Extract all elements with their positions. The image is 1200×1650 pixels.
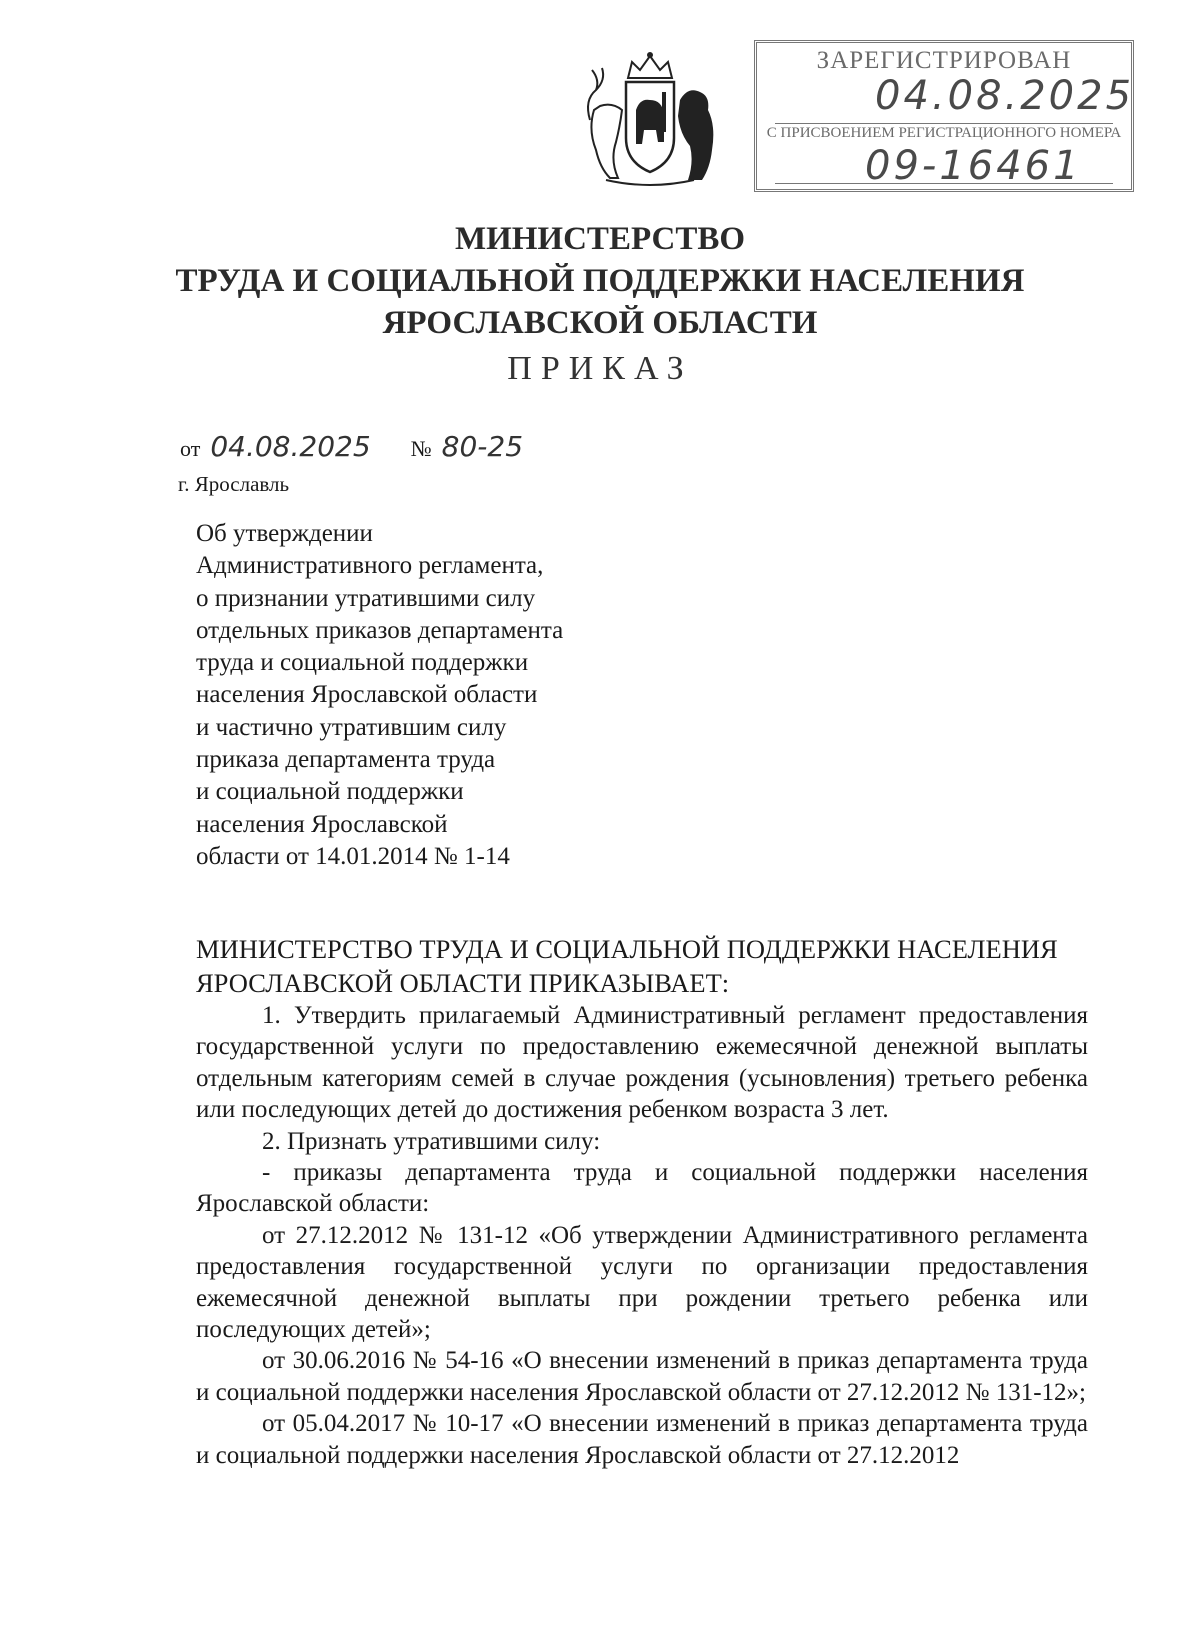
document-type: ПРИКАЗ bbox=[507, 350, 693, 387]
stamp-date: 04.08.2025 bbox=[875, 73, 1135, 119]
subject-line: и социальной поддержки bbox=[196, 778, 464, 806]
subject-line: о признании утратившими силу bbox=[196, 584, 536, 612]
ministry-line: МИНИСТЕРСТВО bbox=[454, 221, 746, 257]
stamp-reg-number: 09-16461 bbox=[865, 143, 1082, 189]
body-paragraph: 2. Признать утратившими силу: bbox=[262, 1127, 601, 1155]
subject-line: Административного регламента, bbox=[196, 552, 544, 580]
subject-line: и частично утратившим силу bbox=[196, 713, 507, 741]
body-paragraph: 1. Утвердить прилагаемый Административный регламент предоставления государственной услуги по предоставлению ежемесячной денежной выплаты отдельным категориям семей в случае рождения (усыновления) третьего ребенка или последующих детей до достижения ребенком возраста 3 лет. bbox=[196, 1002, 1088, 1124]
order-date: 04.08.2025 bbox=[210, 430, 371, 463]
subject-line: отдельных приказов департамента bbox=[196, 616, 564, 644]
ministry-line: ЯРОСЛАВСКОЙ ОБЛАСТИ bbox=[382, 305, 818, 341]
city: г. Ярославль bbox=[178, 472, 290, 496]
yaroslavl-coat-of-arms-icon bbox=[570, 50, 730, 190]
number-prefix: № bbox=[410, 436, 432, 461]
registration-stamp bbox=[754, 40, 1134, 192]
stamp-divider bbox=[775, 183, 1113, 184]
ministry-line: ТРУДА И СОЦИАЛЬНОЙ ПОДДЕРЖКИ НАСЕЛЕНИЯ bbox=[175, 263, 1025, 299]
body-paragraph: от 27.12.2012 № 131-12 «Об утверждении Административного регламента предоставления государственной услуги по организации предоставления ежемесячной денежной выплаты при рождении третьего ребенка или последующих детей»; bbox=[196, 1221, 1088, 1344]
subject-line: населения Ярославской bbox=[196, 810, 448, 838]
subject-line: труда и социальной поддержки bbox=[196, 649, 529, 677]
subject-line: Об утверждении bbox=[196, 520, 373, 547]
subject-line: населения Ярославской области bbox=[196, 681, 538, 709]
subject-line: приказа департамента труда bbox=[196, 746, 496, 774]
body-paragraph: от 05.04.2017 № 10-17 «О внесении изменений в приказ департамента труда и социальной поддержки населения Ярославской области от 27.12.2012 bbox=[196, 1410, 1088, 1469]
stamp-subtitle: С ПРИСВОЕНИЕМ РЕГИСТРАЦИОННОГО НОМЕРА bbox=[766, 125, 1122, 141]
stamp-title: ЗАРЕГИСТРИРОВАН bbox=[816, 47, 1072, 74]
body-paragraph: от 30.06.2016 № 54-16 «О внесении изменений в приказ департамента труда и социальной поддержки населения Ярославской области от 27.12.2012 № 131-12»; bbox=[196, 1347, 1088, 1406]
order-subject bbox=[196, 518, 563, 873]
order-date-number bbox=[180, 430, 563, 463]
order-intro: МИНИСТЕРСТВО ТРУДА И СОЦИАЛЬНОЙ ПОДДЕРЖКИ НАСЕЛЕНИЯ ЯРОСЛАВСКОЙ ОБЛАСТИ ПРИКАЗЫВАЕТ: bbox=[196, 934, 1058, 998]
order-number: 80-25 bbox=[441, 430, 524, 463]
stamp-divider bbox=[775, 123, 1113, 124]
order-body bbox=[196, 932, 1088, 1471]
subject-line: области от 14.01.2014 № 1-14 bbox=[196, 842, 510, 870]
body-paragraph: - приказы департамента труда и социальной поддержки населения Ярославской области: bbox=[196, 1159, 1088, 1218]
ministry-heading bbox=[0, 218, 1200, 344]
date-prefix: от bbox=[180, 436, 201, 461]
